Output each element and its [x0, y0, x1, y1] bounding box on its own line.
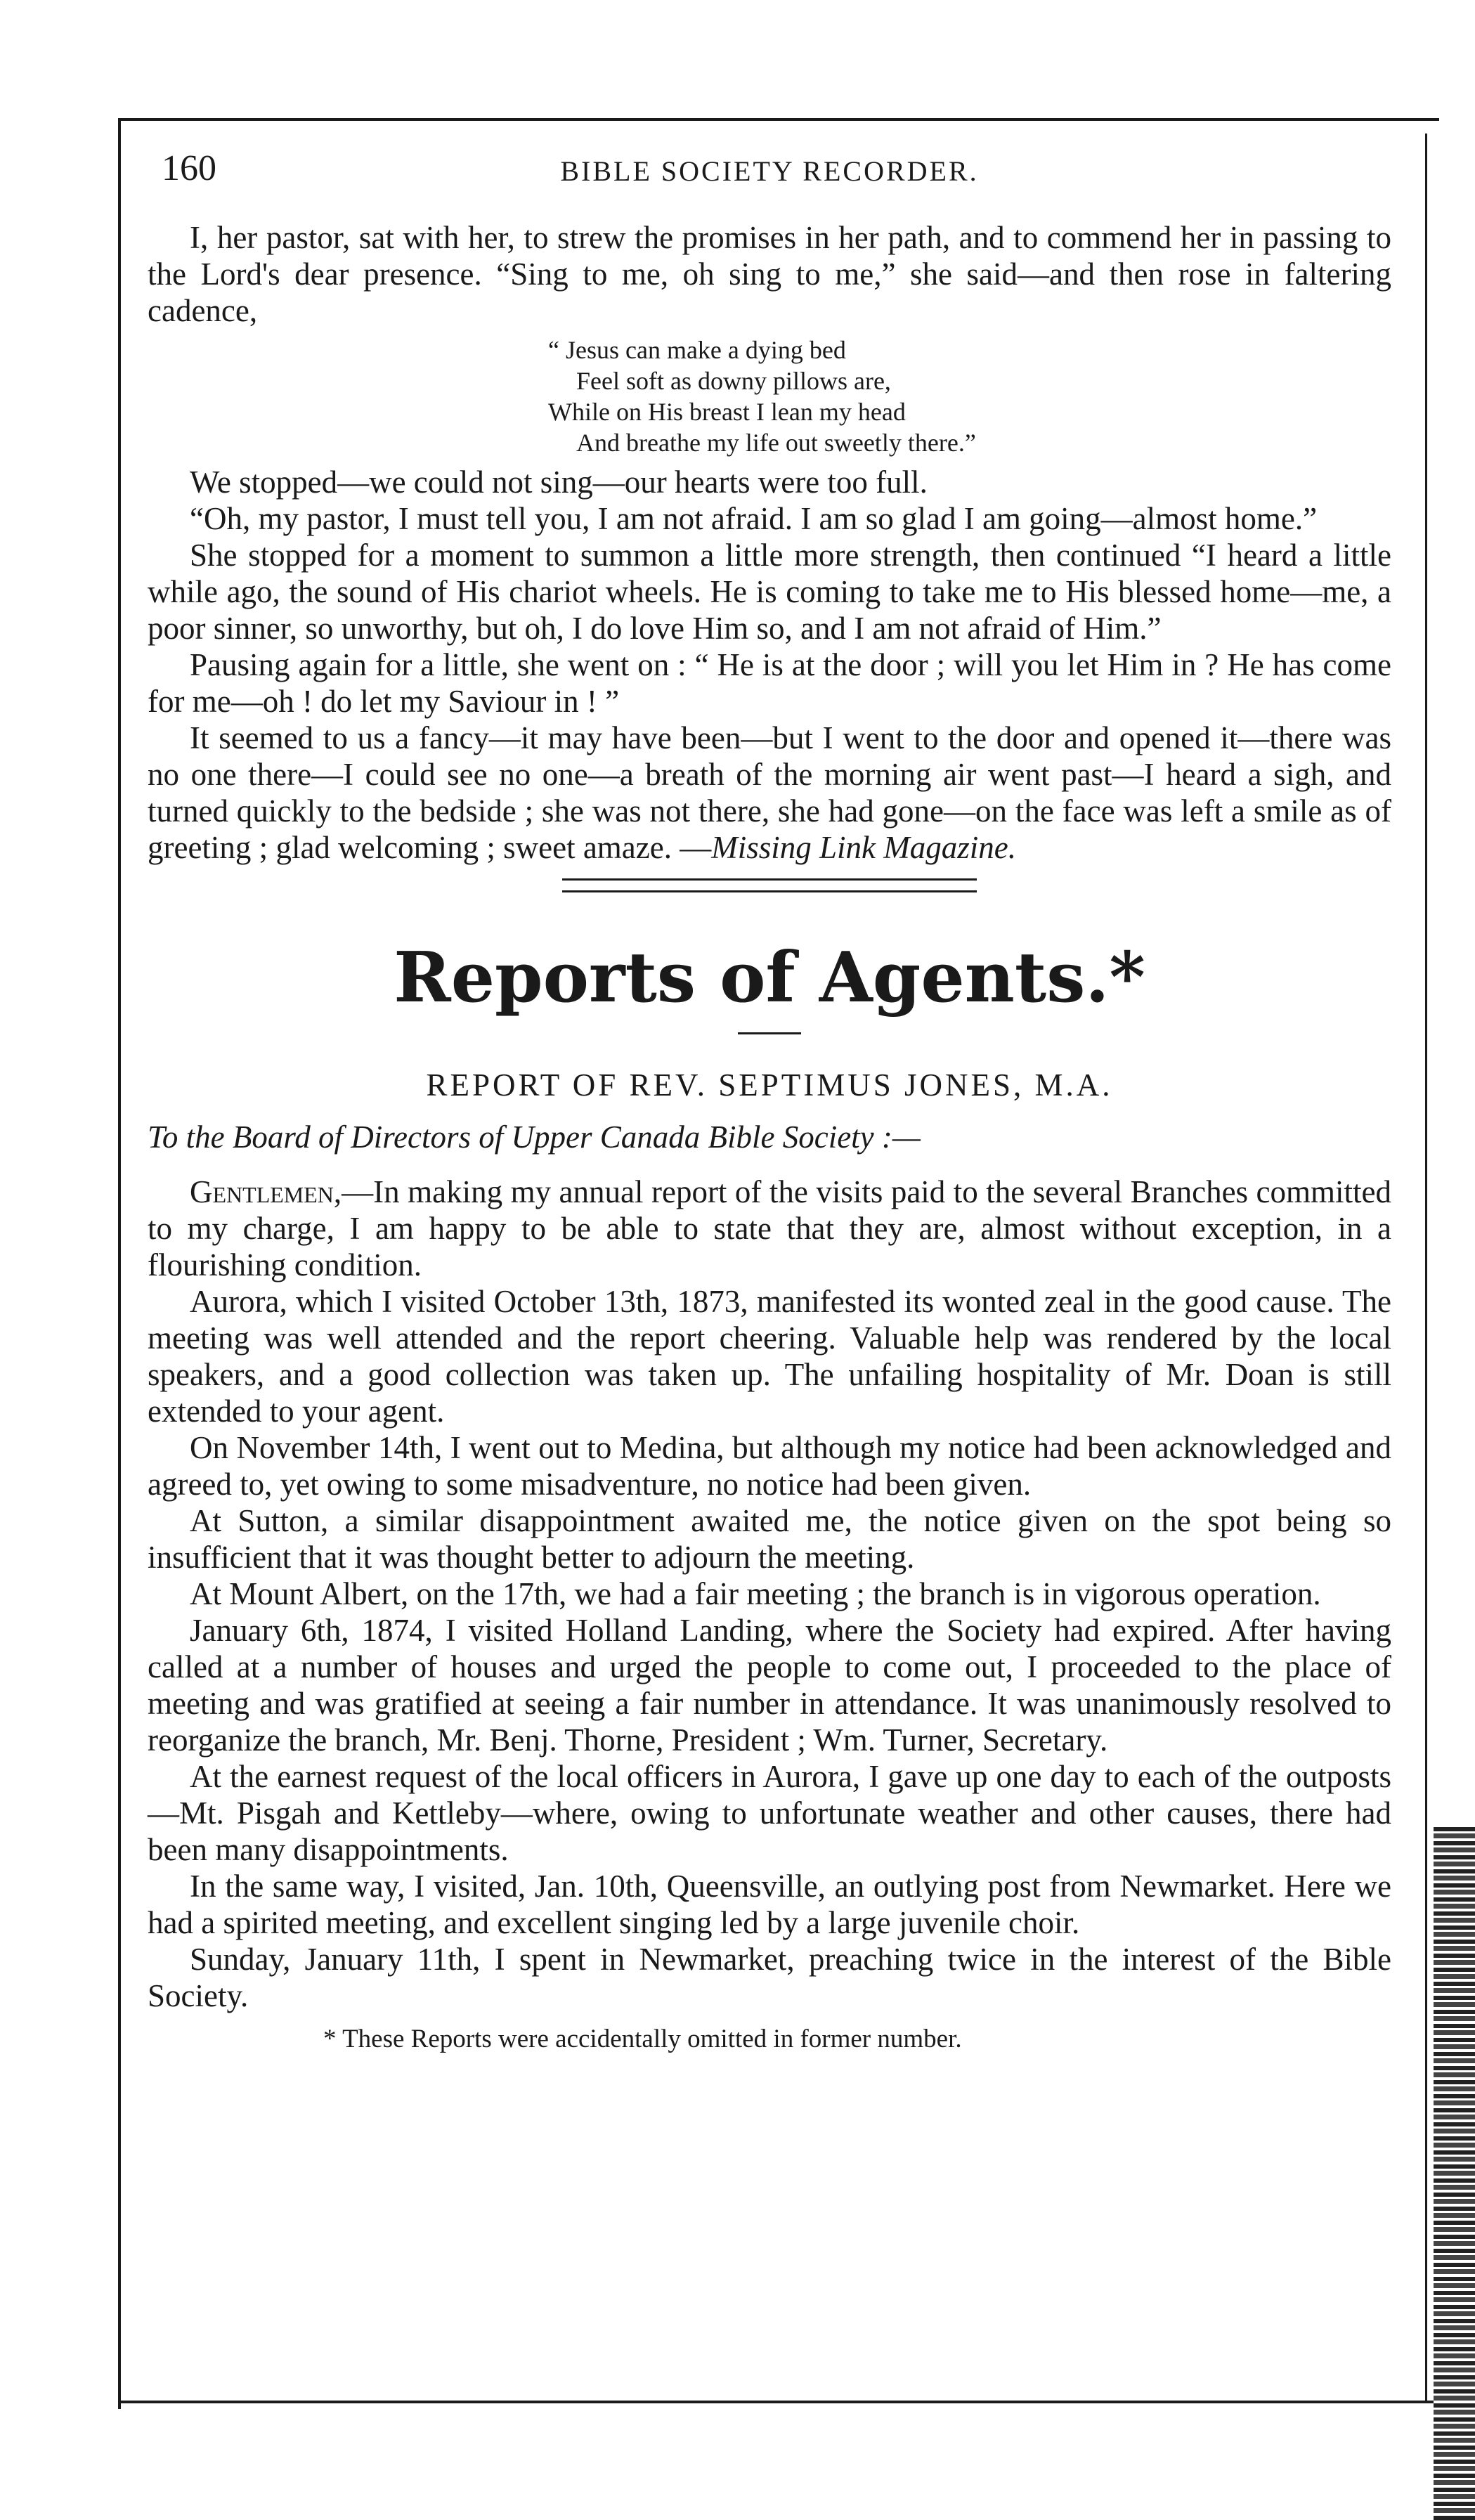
bottom-border-rule	[118, 2401, 1439, 2403]
story-source: Missing Link Magazine.	[711, 830, 1016, 865]
verse-line: Feel soft as downy pillows are,	[576, 367, 891, 395]
verse-line: “ Jesus can make a dying bed	[548, 336, 846, 364]
story-paragraph: I, her pastor, sat with her, to strew the promises in her path, and to commend her in passing to the Lord's dear presence. “Sing to me, oh sing to me,” she said—and then rose in faltering cadence,	[148, 220, 1391, 328]
report-paragraph	[148, 1174, 1391, 1283]
story-paragraph: We stopped—we could not sing—our hearts were too full.	[190, 465, 928, 500]
report-paragraph: In the same way, I visited, Jan. 10th, Queensville, an outlying post from Newmarket. Here we had a spirited meeting, and excellent singing led by a large juvenile choir.	[148, 1869, 1391, 1940]
report-paragraph: Sunday, January 11th, I spent in Newmarket, preaching twice in the interest of the Bible Society.	[148, 1942, 1391, 2013]
report-paragraph: Aurora, which I visited October 13th, 1873, manifested its wonted zeal in the good cause. The meeting was well attended and the report cheering. Valuable help was rendered by the local speakers, and a good collection was taken up. The unfailing hospitality of Mr. Doan is still extended to your agent.	[148, 1284, 1391, 1429]
page-header	[148, 126, 1391, 204]
salutation-continuation: —In making my annual report of the visits paid to the several Branches committed to my charge, I am happy to be able to state that they are, almost without exception, in a flourishing condition.	[148, 1174, 1391, 1282]
footnote: * These Reports were accidentally omitted in former number.	[323, 2025, 962, 2053]
report-paragraph: January 6th, 1874, I visited Holland Landing, where the Society had expired. After having called at a number of houses and urged the people to come out, I proceeded to the place of meeting and was gratified at seeing a fair number in attendance. It was unanimously resolved to reorganize the branch, Mr. Benj. Thorne, President ; Wm. Turner, Secretary.	[148, 1613, 1391, 1758]
left-border-rule	[118, 118, 121, 2409]
verse-block	[548, 335, 1391, 458]
report-paragraph: On November 14th, I went out to Medina, but although my notice had been acknowledged and agreed to, yet owing to some misadventure, no notice had been given.	[148, 1430, 1391, 1502]
right-border-rule	[1425, 134, 1427, 2403]
salutation: Gentlemen,	[190, 1174, 342, 1209]
verse-line: While on His breast I lean my head	[548, 398, 906, 426]
section-title: Reports of Agents.*	[394, 937, 1145, 1018]
page-body	[148, 126, 1391, 2054]
verse-line: And breathe my life out sweetly there.”	[576, 429, 976, 457]
story-paragraph: She stopped for a moment to summon a little more strength, then continued “I heard a little while ago, the sound of His chariot wheels. He is coming to take me to His blessed home—me, a poor sinner, so unworthy, but oh, I do love Him so, and I am not afraid of Him.”	[148, 538, 1391, 646]
report-paragraph: At the earnest request of the local officers in Aurora, I gave up one day to each of the outposts—Mt. Pisgah and Kettleby—where, owing to unfortunate weather and other causes, there had been many disappointments.	[148, 1759, 1391, 1867]
double-rule-divider	[562, 878, 977, 892]
short-rule-divider	[738, 1032, 801, 1034]
story-paragraph: “Oh, my pastor, I must tell you, I am not afraid. I am so glad I am going—almost home.”	[190, 501, 1318, 536]
running-head: BIBLE SOCIETY RECORDER.	[560, 155, 979, 187]
top-border-rule	[118, 118, 1439, 121]
report-paragraph: At Sutton, a similar disappointment awaited me, the notice given on the spot being so insufficient that it was thought better to adjourn the meeting.	[148, 1503, 1391, 1575]
scan-edge-artifact	[1434, 1827, 1475, 2520]
report-title: REPORT OF REV. SEPTIMUS JONES, M.A.	[426, 1067, 1113, 1103]
report-address: To the Board of Directors of Upper Canada Bible Society :—	[148, 1119, 921, 1155]
story-closing-paragraph	[148, 720, 1391, 866]
page-number: 160	[162, 148, 216, 188]
report-paragraph: At Mount Albert, on the 17th, we had a fair meeting ; the branch is in vigorous operation.	[190, 1576, 1321, 1611]
closing-text: It seemed to us a fancy—it may have been—but I went to the door and opened it—there was no one there—I could see no one—a breath of the morning air went past—I heard a sigh, and turned quickly to the bedside ; she was not there, she had gone—on the face was left a smile as of greeting ; glad welcoming ; sweet amaze. —	[148, 720, 1391, 865]
story-paragraph: Pausing again for a little, she went on : “ He is at the door ; will you let Him in ? He has come for me—oh ! do let my Saviour in ! ”	[148, 647, 1391, 719]
